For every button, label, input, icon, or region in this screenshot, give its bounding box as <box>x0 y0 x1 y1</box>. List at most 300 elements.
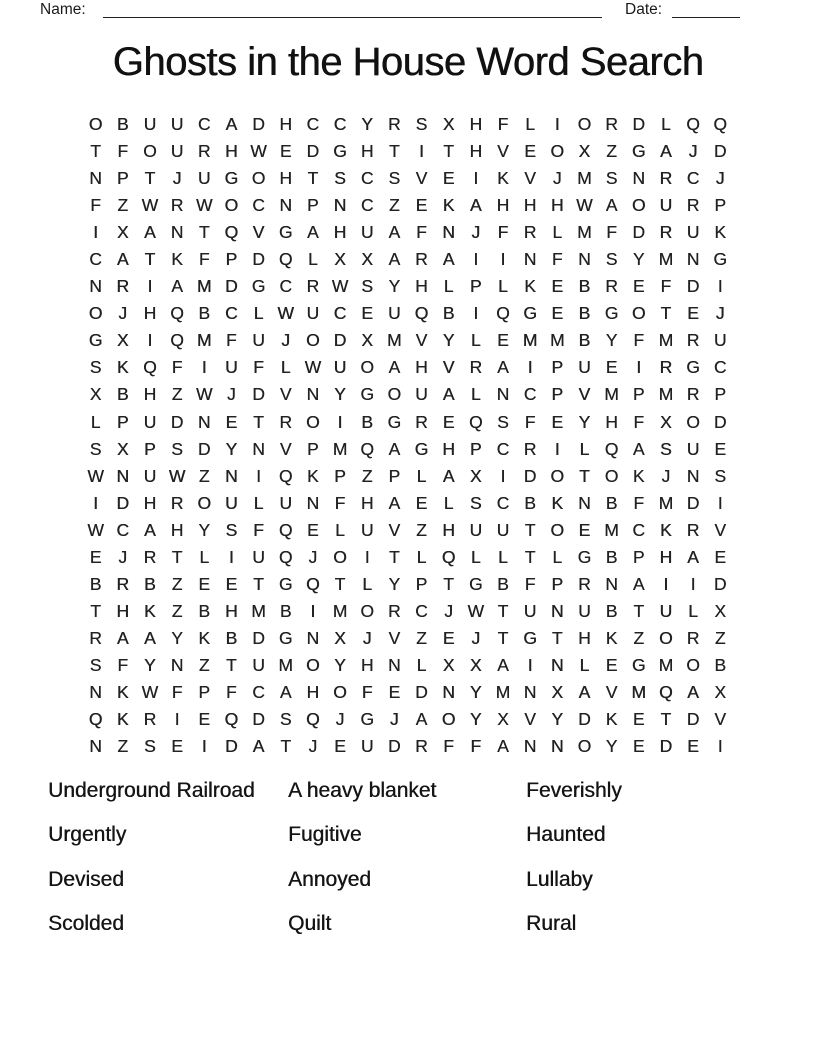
grid-cell: R <box>306 276 320 297</box>
grid-cell: N <box>225 465 238 486</box>
grid-cell: P <box>551 573 564 594</box>
grid-cell: E <box>415 492 428 513</box>
grid-cell: M <box>387 330 402 351</box>
grid-cell: F <box>361 682 373 702</box>
grid-cell: F <box>253 357 264 378</box>
grid-cell: N <box>523 736 537 757</box>
grid-cell: E <box>198 709 211 730</box>
grid-cell: B <box>605 600 618 621</box>
grid-cell: E <box>442 168 455 189</box>
grid-cell: F <box>633 411 645 432</box>
grid-cell: U <box>170 114 184 135</box>
grid-cell: U <box>252 546 265 567</box>
grid-cell: T <box>90 141 101 162</box>
grid-cell: B <box>578 276 591 297</box>
grid-cell: Z <box>416 627 427 648</box>
grid-cell: U <box>170 141 184 162</box>
grid-cell: U <box>578 600 591 621</box>
grid-cell: J <box>715 303 725 324</box>
grid-cell: E <box>198 573 211 594</box>
grid-cell: M <box>278 654 293 675</box>
grid-cell: U <box>225 492 238 513</box>
grid-cell: H <box>469 141 483 162</box>
grid-cell: F <box>497 114 509 135</box>
grid-cell: X <box>442 654 455 675</box>
grid-cell: P <box>714 384 727 405</box>
word-list-item: Underground Railroad <box>48 779 255 802</box>
grid-cell: H <box>415 276 428 297</box>
grid-cell: O <box>306 411 320 432</box>
grid-cell: N <box>89 682 102 702</box>
grid-cell: Y <box>171 627 183 648</box>
grid-cell: E <box>551 276 564 297</box>
grid-cell: D <box>116 492 130 513</box>
grid-cell: U <box>578 357 591 378</box>
grid-cell: C <box>252 682 265 702</box>
grid-cell: J <box>172 168 182 189</box>
grid-cell: N <box>632 168 646 189</box>
grid-cell: O <box>333 546 347 567</box>
grid-cell: F <box>633 492 645 513</box>
grid-cell: Z <box>714 627 726 648</box>
grid-cell: W <box>87 519 104 540</box>
grid-cell: A <box>660 141 672 162</box>
grid-cell: U <box>360 736 374 757</box>
grid-cell: U <box>415 384 428 405</box>
grid-cell: A <box>144 222 156 243</box>
grid-cell: Q <box>170 330 184 351</box>
grid-cell: P <box>225 249 238 270</box>
grid-cell: C <box>225 303 238 324</box>
word-list-item: Annoyed <box>288 867 371 891</box>
page-title: Ghosts in the House Word Search <box>112 40 704 84</box>
grid-cell: D <box>686 492 700 513</box>
grid-cell: D <box>659 736 673 757</box>
grid-cell: A <box>687 682 699 702</box>
grid-cell: A <box>144 627 156 648</box>
grid-cell: Q <box>224 709 239 730</box>
grid-cell: D <box>713 411 727 432</box>
grid-cell: A <box>388 438 401 459</box>
grid-cell: P <box>144 438 156 459</box>
grid-cell: E <box>497 330 509 351</box>
grid-cell: N <box>550 736 564 757</box>
grid-cell: M <box>631 682 646 702</box>
grid-cell: X <box>578 141 591 162</box>
grid-cell: O <box>659 627 673 648</box>
grid-cell: A <box>469 195 482 216</box>
grid-cell: E <box>687 303 699 324</box>
word-list-item: Fugitive <box>288 823 362 847</box>
grid-cell: R <box>143 546 157 567</box>
grid-cell: D <box>686 709 700 730</box>
grid-cell: F <box>660 276 672 297</box>
grid-cell: O <box>224 195 239 216</box>
grid-cell: X <box>442 114 455 135</box>
grid-cell: G <box>604 303 619 324</box>
grid-cell: I <box>228 546 234 567</box>
grid-cell: P <box>116 168 129 189</box>
grid-cell: D <box>225 736 238 757</box>
grid-cell: U <box>387 303 401 324</box>
grid-cell: N <box>306 384 320 405</box>
grid-cell: L <box>280 357 291 378</box>
grid-cell: O <box>441 709 456 730</box>
grid-cell: A <box>632 573 645 594</box>
grid-cell: E <box>551 411 564 432</box>
grid-cell: G <box>468 573 483 594</box>
grid-cell: B <box>605 546 618 567</box>
name-fill-line <box>103 17 602 18</box>
grid-cell: C <box>632 519 646 540</box>
grid-cell: B <box>361 411 373 432</box>
grid-cell: L <box>416 546 427 567</box>
grid-cell: Q <box>686 114 700 135</box>
grid-cell: Y <box>388 573 401 594</box>
grid-cell: I <box>93 222 99 243</box>
grid-cell: S <box>660 438 672 459</box>
grid-cell: F <box>606 222 617 243</box>
grid-cell: W <box>195 384 213 405</box>
grid-cell: F <box>171 357 183 378</box>
grid-cell: O <box>604 465 619 486</box>
grid-cell: L <box>416 465 427 486</box>
grid-cell: S <box>89 654 102 675</box>
grid-cell: F <box>334 492 346 513</box>
grid-cell: N <box>550 654 564 675</box>
grid-cell: N <box>442 222 455 243</box>
grid-cell: X <box>660 411 672 432</box>
grid-cell: V <box>442 357 455 378</box>
grid-cell: H <box>143 492 157 513</box>
grid-cell: Q <box>224 222 239 243</box>
grid-cell: I <box>337 411 343 432</box>
grid-cell: M <box>196 276 212 297</box>
grid-cell: C <box>496 438 510 459</box>
grid-cell: F <box>497 222 509 243</box>
grid-cell: H <box>578 627 591 648</box>
grid-cell: K <box>116 682 129 702</box>
grid-cell: R <box>116 276 130 297</box>
grid-cell: T <box>388 546 400 567</box>
grid-cell: E <box>306 519 319 540</box>
grid-cell: E <box>388 682 401 702</box>
grid-cell: Y <box>198 519 211 540</box>
grid-cell: Y <box>334 384 346 405</box>
grid-cell: F <box>416 222 427 243</box>
grid-cell: D <box>252 709 265 730</box>
grid-cell: N <box>550 600 564 621</box>
grid-cell: V <box>714 709 727 730</box>
grid-cell: H <box>442 519 455 540</box>
grid-cell: Q <box>360 438 374 459</box>
grid-cell: R <box>197 141 211 162</box>
grid-cell: H <box>523 195 537 216</box>
grid-cell: P <box>714 195 727 216</box>
grid-cell: A <box>632 438 645 459</box>
grid-cell: U <box>252 330 265 351</box>
grid-cell: U <box>143 465 157 486</box>
grid-cell: N <box>252 438 265 459</box>
grid-cell: L <box>307 249 318 270</box>
grid-cell: C <box>523 384 537 405</box>
grid-cell: R <box>686 519 700 540</box>
grid-cell: B <box>225 627 238 648</box>
grid-cell: J <box>118 303 128 324</box>
grid-cell: C <box>496 492 510 513</box>
grid-cell: T <box>443 573 454 594</box>
grid-cell: Q <box>604 438 619 459</box>
grid-cell: Q <box>278 546 293 567</box>
grid-cell: X <box>334 627 346 648</box>
grid-cell: K <box>198 627 211 648</box>
grid-cell: G <box>360 384 374 405</box>
grid-cell: Z <box>171 384 183 405</box>
grid-cell: G <box>88 330 103 351</box>
grid-cell: U <box>469 519 483 540</box>
grid-cell: D <box>387 736 401 757</box>
grid-cell: A <box>279 682 292 702</box>
grid-cell: B <box>442 303 455 324</box>
grid-cell: Z <box>416 519 427 540</box>
grid-cell: Y <box>578 411 591 432</box>
grid-cell: Z <box>117 195 129 216</box>
grid-cell: L <box>199 546 210 567</box>
grid-cell: B <box>198 600 211 621</box>
grid-cell: Y <box>334 654 346 675</box>
grid-cell: E <box>442 627 455 648</box>
grid-cell: V <box>279 438 292 459</box>
grid-cell: J <box>661 465 671 486</box>
grid-cell: P <box>334 465 346 486</box>
grid-cell: G <box>577 546 592 567</box>
grid-cell: P <box>415 573 428 594</box>
grid-cell: K <box>660 519 672 540</box>
grid-cell: S <box>361 276 373 297</box>
grid-cell: S <box>144 736 156 757</box>
grid-cell: E <box>225 411 238 432</box>
grid-cell: I <box>690 573 696 594</box>
grid-cell: R <box>686 330 700 351</box>
grid-cell: L <box>688 600 698 621</box>
grid-cell: I <box>717 492 723 513</box>
grid-cell: D <box>523 465 537 486</box>
grid-cell: N <box>116 465 130 486</box>
grid-cell: M <box>522 330 538 351</box>
grid-cell: T <box>443 141 454 162</box>
grid-cell: T <box>579 465 590 486</box>
grid-cell: M <box>658 330 674 351</box>
grid-cell: H <box>170 519 184 540</box>
grid-cell: L <box>525 114 535 135</box>
grid-cell: V <box>415 330 428 351</box>
grid-cell: L <box>253 303 264 324</box>
grid-cell: P <box>551 384 564 405</box>
grid-cell: Q <box>496 303 510 324</box>
grid-cell: I <box>364 546 370 567</box>
grid-cell: Y <box>605 736 618 757</box>
grid-cell: J <box>308 546 318 567</box>
grid-cell: H <box>360 654 374 675</box>
grid-cell: R <box>578 573 591 594</box>
name-label: Name: <box>40 1 86 18</box>
grid-cell: N <box>578 249 591 270</box>
grid-cell: N <box>496 384 510 405</box>
grid-cell: R <box>605 276 618 297</box>
grid-cell: E <box>714 546 727 567</box>
grid-cell: X <box>497 709 509 730</box>
grid-cell: O <box>577 736 592 757</box>
grid-cell: N <box>605 573 618 594</box>
word-list-item: Lullaby <box>526 867 593 891</box>
grid-cell: T <box>551 627 563 648</box>
word-list-column-3 <box>526 779 622 957</box>
grid-cell: F <box>117 654 129 675</box>
grid-cell: E <box>605 357 618 378</box>
word-list-item: Haunted <box>526 823 606 847</box>
grid-cell: A <box>442 465 455 486</box>
grid-cell: P <box>306 195 319 216</box>
grid-cell: Q <box>88 709 103 730</box>
grid-cell: U <box>713 330 727 351</box>
grid-cell: T <box>497 600 509 621</box>
grid-cell: N <box>89 276 102 297</box>
grid-cell: U <box>252 654 265 675</box>
grid-cell: E <box>334 736 346 757</box>
grid-cell: Q <box>306 709 320 730</box>
grid-cell: B <box>89 573 102 594</box>
grid-cell: I <box>473 249 479 270</box>
grid-cell: C <box>116 519 130 540</box>
grid-cell: T <box>524 546 536 567</box>
grid-cell: X <box>334 249 346 270</box>
grid-cell: V <box>605 682 618 702</box>
grid-cell: A <box>225 114 238 135</box>
grid-cell: H <box>550 195 564 216</box>
grid-cell: G <box>713 249 727 270</box>
word-list-item: A heavy blanket <box>288 779 437 802</box>
grid-cell: U <box>225 357 238 378</box>
grid-cell: V <box>578 384 591 405</box>
grid-cell: E <box>415 195 428 216</box>
grid-cell: N <box>89 736 102 757</box>
grid-cell: E <box>361 303 373 324</box>
grid-cell: H <box>415 357 428 378</box>
grid-cell: X <box>469 654 482 675</box>
grid-cell: J <box>688 141 698 162</box>
grid-cell: I <box>717 736 723 757</box>
grid-cell: G <box>631 141 646 162</box>
grid-cell: D <box>252 114 265 135</box>
grid-cell: J <box>715 168 725 189</box>
grid-cell: I <box>554 438 560 459</box>
grid-cell: C <box>713 357 727 378</box>
grid-cell: O <box>197 492 212 513</box>
grid-cell: T <box>280 736 292 757</box>
grid-cell: A <box>116 627 129 648</box>
grid-cell: I <box>310 600 316 621</box>
grid-cell: P <box>469 276 482 297</box>
grid-cell: P <box>632 546 645 567</box>
grid-cell: L <box>335 519 345 540</box>
grid-cell: H <box>279 114 292 135</box>
grid-cell: F <box>443 736 454 757</box>
grid-cell: S <box>415 114 428 135</box>
grid-cell: T <box>171 546 183 567</box>
grid-cell: T <box>253 411 264 432</box>
grid-cell: B <box>144 573 156 594</box>
grid-cell: Y <box>469 709 482 730</box>
grid-cell: G <box>523 303 537 324</box>
grid-cell: U <box>360 519 374 540</box>
grid-cell: I <box>201 357 207 378</box>
grid-cell: N <box>578 492 591 513</box>
grid-cell: L <box>498 546 508 567</box>
grid-cell: U <box>686 222 700 243</box>
grid-cell: G <box>224 168 239 189</box>
word-list-item: Scolded <box>48 912 124 936</box>
grid-cell: U <box>686 438 700 459</box>
grid-cell: D <box>415 682 428 702</box>
grid-cell: O <box>360 600 374 621</box>
grid-cell: A <box>306 222 319 243</box>
grid-cell: O <box>631 195 646 216</box>
grid-cell: T <box>198 222 210 243</box>
grid-cell: R <box>605 114 618 135</box>
grid-cell: R <box>686 384 700 405</box>
grid-cell: F <box>551 249 563 270</box>
grid-cell: M <box>577 168 592 189</box>
grid-cell: O <box>251 168 266 189</box>
grid-cell: Q <box>468 411 483 432</box>
grid-cell: Q <box>713 114 727 135</box>
grid-cell: M <box>658 384 674 405</box>
grid-cell: O <box>333 682 347 702</box>
grid-cell: E <box>632 709 645 730</box>
grid-cell: E <box>551 303 564 324</box>
date-fill-line <box>672 17 740 18</box>
grid-cell: D <box>632 114 646 135</box>
grid-cell: B <box>605 492 618 513</box>
grid-cell: N <box>279 195 292 216</box>
grid-cell: R <box>387 114 401 135</box>
grid-cell: Q <box>278 249 293 270</box>
grid-cell: H <box>143 303 157 324</box>
grid-cell: T <box>307 168 319 189</box>
grid-cell: U <box>333 357 347 378</box>
grid-cell: N <box>523 249 537 270</box>
grid-cell: W <box>576 195 593 216</box>
grid-cell: B <box>524 492 536 513</box>
grid-cell: I <box>93 492 99 513</box>
grid-cell: T <box>633 600 645 621</box>
grid-cell: Q <box>143 357 157 378</box>
grid-cell: L <box>253 492 264 513</box>
grid-cell: E <box>714 438 727 459</box>
grid-cell: T <box>144 168 156 189</box>
grid-cell: J <box>389 709 399 730</box>
grid-cell: L <box>552 546 563 567</box>
grid-cell: N <box>686 465 700 486</box>
grid-cell: Z <box>388 195 400 216</box>
grid-cell: S <box>388 168 401 189</box>
grid-cell: C <box>360 195 374 216</box>
grid-cell: Y <box>551 709 564 730</box>
grid-cell: U <box>659 600 673 621</box>
grid-cell: F <box>470 736 482 757</box>
grid-cell: O <box>88 303 103 324</box>
grid-cell: Z <box>117 736 129 757</box>
